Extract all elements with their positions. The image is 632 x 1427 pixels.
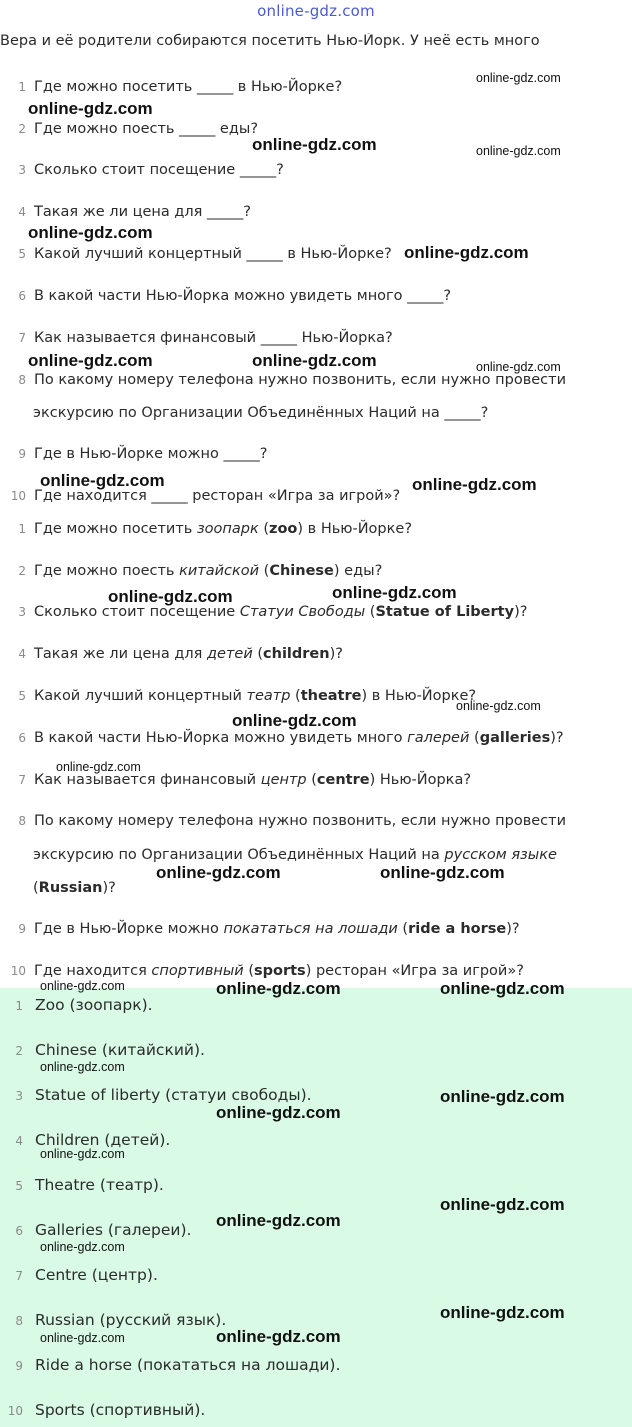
- watermark: online-gdz.com: [412, 475, 537, 494]
- list-item: 6 Galleries (галереи).: [15, 1221, 192, 1239]
- list-item: 2 Chinese (китайский).: [15, 1041, 205, 1059]
- watermark: online-gdz.com: [40, 471, 165, 490]
- watermark: online-gdz.com: [40, 1147, 125, 1161]
- list-item-continuation: (Russian)?: [33, 880, 116, 896]
- list-item: 5 Какой лучший концертный театр (theatre) в Нью-Йорке?: [18, 688, 477, 704]
- list-item-continuation: экскурсию по Организации Объединённых Наций на русском языке: [33, 847, 557, 863]
- list-item: 5 Какой лучший концертный _____ в Нью-Йорке?: [18, 246, 392, 262]
- list-item: 7 Как называется финансовый центр (centre) Нью-Йорка?: [18, 772, 472, 788]
- watermark: online-gdz.com: [252, 135, 377, 154]
- intro-text: Вера и её родители собираются посетить Нью-Йорк. У неё есть много: [0, 33, 540, 49]
- list-item: 2 Где можно поесть китайской (Chinese) еды?: [18, 563, 383, 579]
- watermark: online-gdz.com: [440, 1087, 565, 1106]
- list-item: 9 Где в Нью-Йорке можно покататься на лошади (ride a horse)?: [18, 921, 520, 937]
- watermark: online-gdz.com: [380, 863, 505, 882]
- watermark: online-gdz.com: [40, 1331, 125, 1345]
- site-title[interactable]: online-gdz.com: [257, 2, 375, 20]
- list-item: 8 По какому номеру телефона нужно позвонить, если нужно провести: [18, 372, 567, 388]
- watermark: online-gdz.com: [476, 360, 561, 374]
- list-item: 5 Theatre (театр).: [15, 1176, 164, 1194]
- watermark: online-gdz.com: [40, 979, 125, 993]
- list-item: 10 Где находится _____ ресторан «Игра за игрой»?: [10, 488, 401, 504]
- watermark: online-gdz.com: [28, 99, 153, 118]
- list-item: 10 Sports (спортивный).: [7, 1401, 206, 1419]
- list-item: 3 Сколько стоит посещение Статуи Свободы (Statue of Liberty)?: [18, 604, 528, 620]
- watermark: online-gdz.com: [216, 1327, 341, 1346]
- list-item: 4 Такая же ли цена для _____?: [18, 204, 251, 220]
- watermark: online-gdz.com: [28, 351, 153, 370]
- watermark: online-gdz.com: [156, 863, 281, 882]
- list-item: 7 Centre (центр).: [15, 1266, 158, 1284]
- list-item: 3 Сколько стоит посещение _____?: [18, 162, 284, 178]
- list-item: 9 Где в Нью-Йорке можно _____?: [18, 446, 268, 462]
- watermark: online-gdz.com: [40, 1240, 125, 1254]
- list-item: 4 Children (детей).: [15, 1131, 171, 1149]
- watermark: online-gdz.com: [40, 1060, 125, 1074]
- list-item: 1 Zoo (зоопарк).: [15, 996, 153, 1014]
- watermark: online-gdz.com: [476, 144, 561, 158]
- list-item: 8 Russian (русский язык).: [15, 1311, 227, 1329]
- watermark: online-gdz.com: [332, 583, 457, 602]
- watermark: online-gdz.com: [108, 587, 233, 606]
- list-item: 4 Такая же ли цена для детей (children)?: [18, 646, 343, 662]
- watermark: online-gdz.com: [440, 1195, 565, 1214]
- list-item: 7 Как называется финансовый _____ Нью-Йорка?: [18, 330, 393, 346]
- watermark: online-gdz.com: [440, 1303, 565, 1322]
- watermark: online-gdz.com: [28, 223, 153, 242]
- list-item: 6 В какой части Нью-Йорка можно увидеть много галерей (galleries)?: [18, 730, 564, 746]
- list-item: 10 Где находится спортивный (sports) ресторан «Игра за игрой»?: [10, 963, 524, 979]
- list-item: 9 Ride a horse (покататься на лошади).: [15, 1356, 341, 1374]
- watermark: online-gdz.com: [216, 1103, 341, 1122]
- watermark: online-gdz.com: [440, 979, 565, 998]
- watermark: online-gdz.com: [404, 243, 529, 262]
- list-item: 8 По какому номеру телефона нужно позвонить, если нужно провести: [18, 813, 567, 829]
- watermark: online-gdz.com: [56, 760, 141, 774]
- list-item: 2 Где можно поесть _____ еды?: [18, 121, 259, 137]
- watermark: online-gdz.com: [252, 351, 377, 370]
- watermark: online-gdz.com: [232, 711, 357, 730]
- list-item: 3 Statue of liberty (статуи свободы).: [15, 1086, 312, 1104]
- list-item: 1 Где можно посетить _____ в Нью-Йорке?: [18, 79, 343, 95]
- list-item: 6 В какой части Нью-Йорка можно увидеть много _____?: [18, 288, 452, 304]
- list-item: 1 Где можно посетить зоопарк (zoo) в Нью-Йорке?: [18, 521, 413, 537]
- watermark: online-gdz.com: [476, 71, 561, 85]
- list-item-continuation: экскурсию по Организации Объединённых Наций на _____?: [33, 405, 489, 421]
- watermark: online-gdz.com: [456, 699, 541, 713]
- watermark: online-gdz.com: [216, 979, 341, 998]
- watermark: online-gdz.com: [216, 1211, 341, 1230]
